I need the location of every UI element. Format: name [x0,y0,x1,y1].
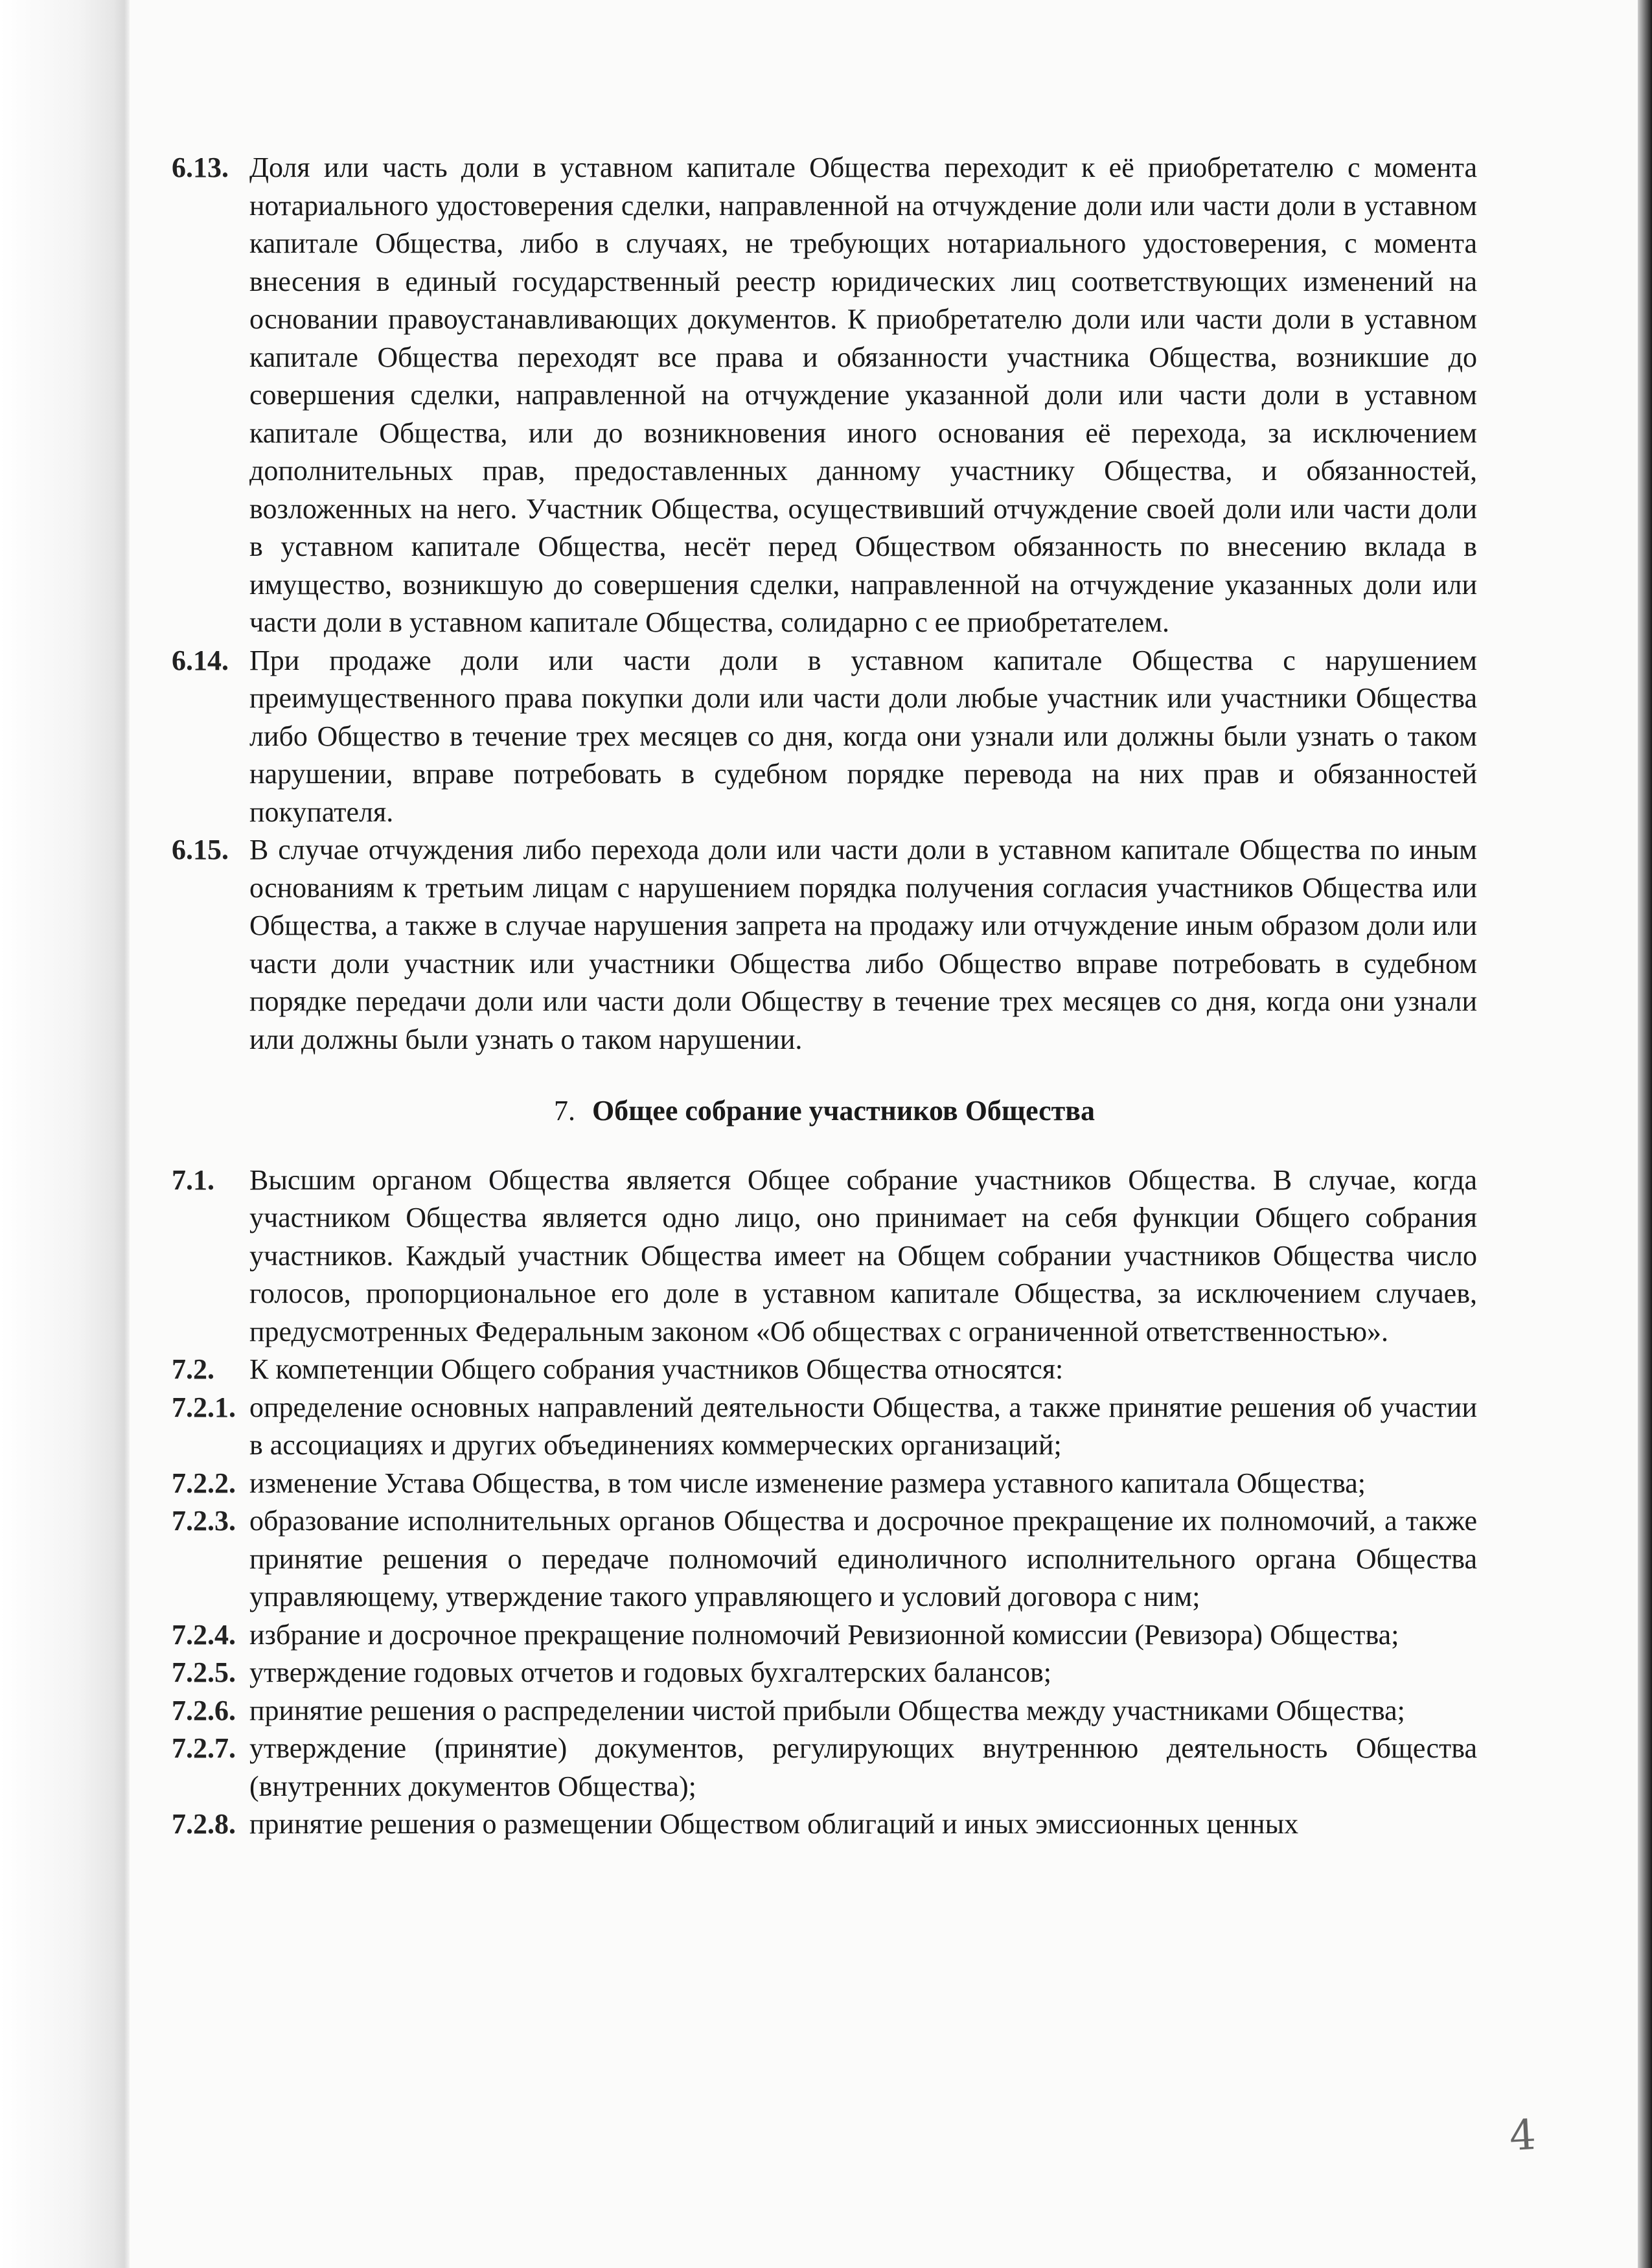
page-edge-shadow [1638,0,1652,2268]
clause-text: Высшим органом Общества является Общее собрание участников Общества. В случае, когда участником Общества является одно лицо, оно принимает на себя функции Общего собрания участников. Каждый участник Общества имеет на Общем собрании участников Общества число голосов, пропорциональное его доле в уставном капитале Общества, за исключением случаев, предусмотренных Федеральным законом «Об обществах с ограниченной ответственностью». [249,1163,1477,1347]
clause-text: В случае отчуждения либо перехода доли или части доли в уставном капитале Общества по иным основаниям к третьим лицам с нарушением порядка получения согласия участников Общества или Общества, а также в случае нарушения запрета на продажу или отчуждение иным образом доли или части доли участник или участники Общества либо Общество вправе потребовать в судебном порядке передачи доли или части доли Обществу в течение трех месяцев со дня, когда они узнали или должны были узнать о таком нарушении. [249,834,1477,1055]
clause-text: определение основных направлений деятельности Общества, а также принятие решения об участии в ассоциациях и других объединениях коммерческих организаций; [249,1391,1477,1461]
clause-number: 7.2.5. [172,1656,236,1688]
clause-7-2-6 [172,1692,1477,1730]
clause-6-15 [172,831,1477,1059]
section-title: Общее собрание участников Общества [591,1095,1096,1127]
clause-number: 7.2.6. [172,1694,236,1726]
clause-7-2-7 [172,1730,1477,1805]
clause-text: К компетенции Общего собрания участников Общества относятся: [249,1353,1064,1385]
clause-text: При продаже доли или части доли в уставном капитале Общества с нарушением преимущественного права покупки доли или части доли любые участник или участники Общества либо Общество в течение трех месяцев со дня, когда они узнали или должны были узнать о таком нарушении, вправе потребовать в судебном порядке перевода на них прав и обязанностей покупателя. [249,644,1477,828]
clause-7-2-8 [172,1805,1477,1844]
clause-6-14 [172,642,1477,832]
clause-text: утверждение годовых отчетов и годовых бухгалтерских балансов; [249,1656,1052,1688]
clause-text: избрание и досрочное прекращение полномочий Ревизионной комиссии (Ревизора) Общества; [249,1618,1399,1651]
page-number: 4 [1508,2111,1537,2161]
clause-text: принятие решения о распределении чистой прибыли Общества между участниками Общества; [249,1694,1405,1726]
clause-number: 7.2.8. [172,1808,236,1840]
clause-number: 7.2.2. [172,1467,236,1499]
clause-text: изменение Устава Общества, в том числе изменение размера уставного капитала Общества; [249,1467,1366,1499]
section-number: 7. [553,1095,575,1127]
clause-number: 6.13. [172,152,229,183]
clause-7-1 [172,1162,1477,1351]
clause-number: 6.14. [172,644,229,676]
clause-number: 7.2.1. [172,1391,236,1423]
clause-number: 7.2.3. [172,1505,236,1537]
clause-7-2-3 [172,1502,1477,1616]
binding-shadow [0,0,130,2268]
clause-text: утверждение (принятие) документов, регулирующих внутреннюю деятельность Общества (внутренних документов Общества); [249,1732,1477,1802]
clause-number: 7.1. [172,1163,214,1196]
clause-text: принятие решения о размещении Обществом облигаций и иных эмиссионных ценных [249,1808,1299,1840]
section-heading [172,1092,1477,1130]
clause-6-13 [172,149,1477,642]
clause-number: 7.2. [172,1353,214,1385]
clause-7-2-2 [172,1465,1477,1503]
clause-7-2-1 [172,1389,1477,1465]
clause-text: образование исполнительных органов Общества и досрочное прекращение их полномочий, а также принятие решения о передаче полномочий единоличного исполнительного органа Общества управляющему, утверждение такого управляющего и условий договора с ним; [249,1505,1477,1612]
clause-text: Доля или часть доли в уставном капитале Общества переходит к её приобретателю с момента нотариального удостоверения сделки, направленной на отчуждение доли или части доли в уставном капитале Общества, либо в случаях, не требующих нотариального удостоверения, с момента внесения в единый государственный реестр юридических лиц соответствующих изменений на основании правоустанавливающих документов. К приобретателю доли или части доли в уставном капитале Общества переходят все права и обязанности участника Общества, возникшие до совершения сделки, направленной на отчуждение указанной доли или части доли в уставном капитале Общества, или до возникновения иного основания её перехода, за исключением дополнительных прав, предоставленных данному участнику Общества, и обязанностей, возложенных на него. Участник Общества, осуществивший отчуждение своей доли или части доли в уставном капитале Общества, несёт перед Обществом обязанность по внесению вклада в имущество, возникшую до совершения сделки, направленной на отчуждение указанных доли или части доли в уставном капитале Общества, солидарно с ее приобретателем. [249,152,1477,638]
clause-7-2 [172,1351,1477,1389]
clause-number: 7.2.7. [172,1732,236,1764]
clause-number: 6.15. [172,834,229,865]
clause-number: 7.2.4. [172,1618,236,1651]
document-body [172,149,1477,1844]
clause-7-2-5 [172,1654,1477,1692]
clause-7-2-4 [172,1616,1477,1655]
